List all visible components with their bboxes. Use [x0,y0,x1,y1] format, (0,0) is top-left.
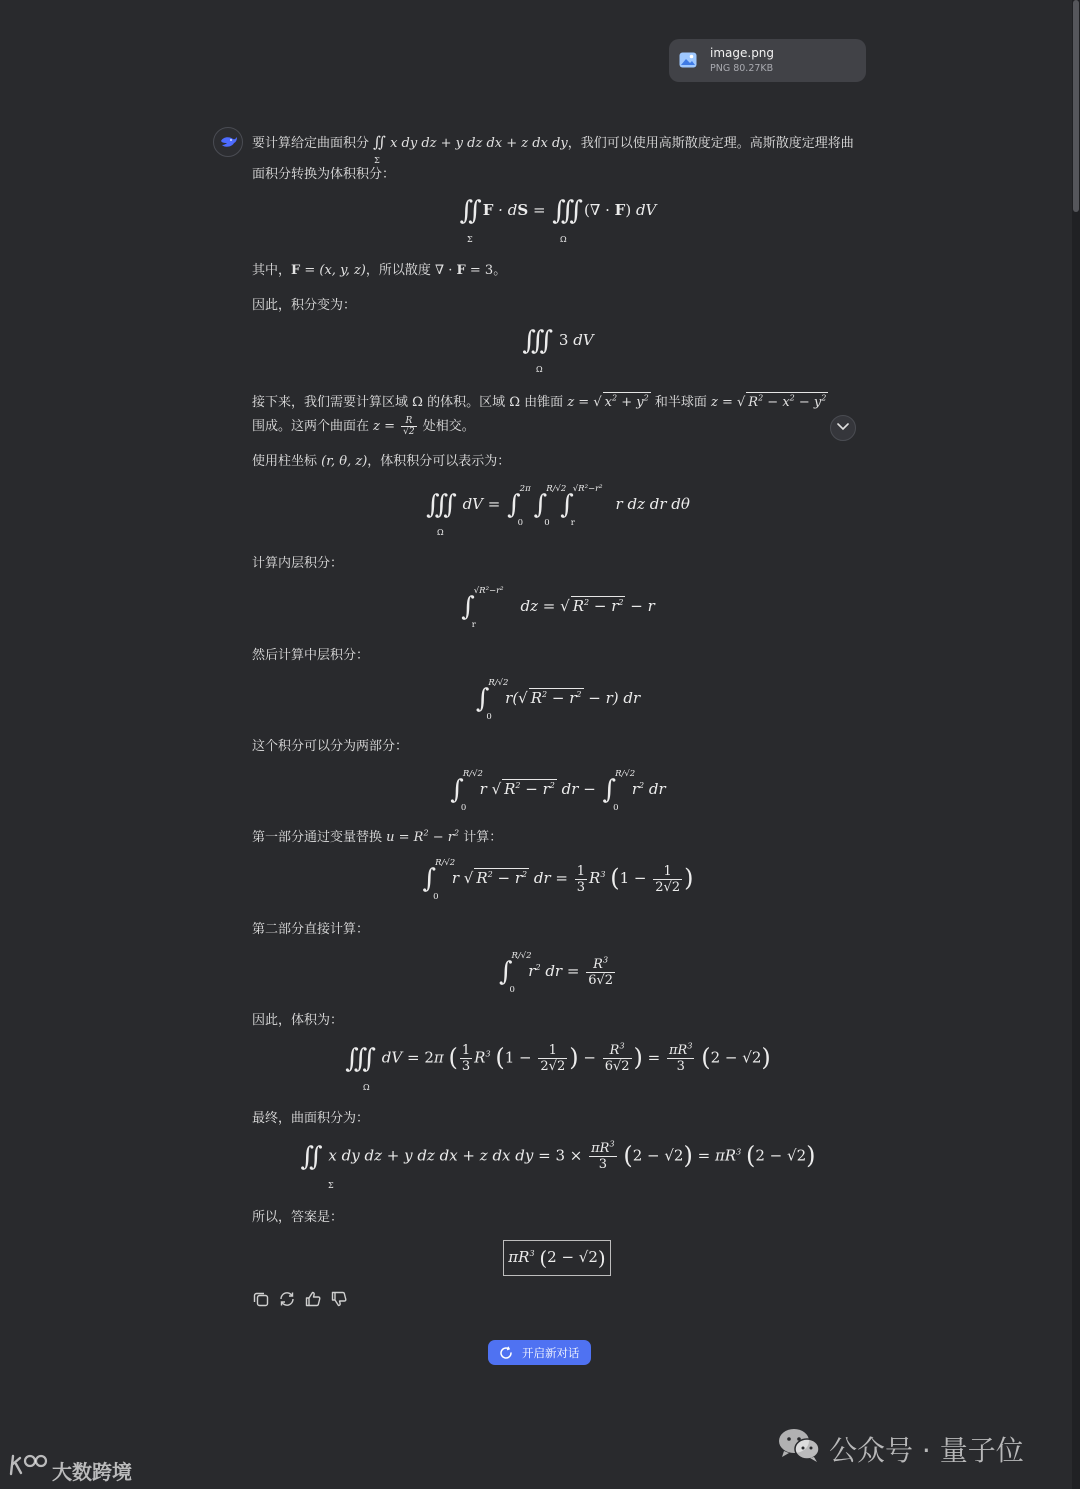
watermark-left-text: 大数跨境 [52,1460,132,1484]
answer-volume-label: 因此，体积为： [252,1013,344,1028]
thumbs-up-icon[interactable] [304,1290,322,1308]
math-display-boxed-answer: $\pi R^3$ (2 − √2) [252,1240,862,1276]
text-where-b: ，所以散度 [365,263,431,278]
answer-middle-label: 然后计算中层积分： [252,648,370,663]
answer-split-label: 这个积分可以分为两部分： [252,739,409,754]
text-where-c: 。 [493,263,507,278]
math-inline-hemisphere: z = √ $R^2 - x^2 - y^2$ [711,395,828,410]
scrollbar-thumb[interactable] [1073,0,1079,212]
math-display-triple-3dv: ∭ Ω 3 dV [522,326,594,374]
image-file-icon [679,52,697,68]
answer-region-line1 [252,392,828,413]
new-chat-button[interactable] [488,1340,591,1365]
text-part1-a: 第一部分通过变量替换 [252,830,383,845]
copy-icon[interactable] [252,1290,270,1308]
answer-where-line [252,261,506,281]
text-cyl-a: 使用柱坐标 [252,454,318,469]
math-inline-omega-2: Ω [509,395,521,410]
chevron-down-icon [837,423,849,431]
new-chat-label: 开启新对话 [522,1348,580,1360]
answer-cylindrical-line [252,452,510,472]
brand-logo-icon [8,1452,48,1478]
text-next-f: 处相交。 [422,419,475,434]
math-inline-surface-integral: ∬ Σ x dy dz + y dz dx + z dx dy [373,133,568,165]
text-next-c: 由锥面 [524,395,564,410]
answer-inner-label: 计算内层积分： [252,556,344,571]
math-inline-field-def: F = (x, y, z) [291,263,366,278]
thumbs-down-icon[interactable] [330,1290,348,1308]
scroll-to-bottom-button[interactable] [830,415,856,441]
new-chat-icon [499,1346,513,1360]
math-inline-substitution: $u = R^2 - r^2$ [386,828,460,845]
math-inline-cyl-coords: (r, θ, z) [321,454,368,469]
math-inline-omega: Ω [412,395,423,410]
answer-region-line2 [252,416,475,437]
answer-answer-label: 所以，答案是： [252,1210,344,1225]
math-display-part2: ∫ R/√2 0 $r^2$ dr = $\frac{R^3}{6√2}$ [498,951,614,995]
math-display-cylindrical-integral: ∭ Ω dV = ∫ 2π 0 ∫ R/√2 0 ∫ √R²−r² r r dz dr dθ [426,484,690,537]
text-part1-b: 计算： [463,830,503,845]
answer-part1-label [252,828,502,848]
whale-logo-icon [220,135,238,149]
watermark-right-text: 公众号 · 量子位 [829,1434,1024,1467]
math-display-volume: ∭ Ω dV = 2π ( $\frac{1}{3}$ $R^3$ (1 − $\frac{1}{2√2}$ ) − $\frac{R^3}{6√2}$ ) = $\frac{\pi R^3}{3}$ (2 − √2) [345,1041,771,1092]
math-inline-divergence: ∇ · F = 3 [435,263,494,278]
assistant-avatar [213,127,243,157]
answer-therefore-1: 因此，积分变为： [252,298,357,313]
text-next-a: 接下来，我们需要计算区域 [252,395,409,410]
math-display-part1: ∫ R/√2 0 r √ $R^2 - r^2$ dr = $\frac{1}{3}$ $R^3$ (1 − $\frac{1}{2√2}$ ) [422,858,694,902]
text-next-d: 和半球面 [654,395,707,410]
regenerate-icon[interactable] [278,1290,296,1308]
math-inline-cone: z = √ $x^2 + y^2$ [567,395,650,410]
answer-part2-label: 第二部分直接计算： [252,922,370,937]
math-display-split-integrals: ∫ R/√2 0 r √ $R^2 - r^2$ dr − ∫ R/√2 0 $r^2$ dr [450,769,666,813]
answer-final-label: 最终，曲面积分为： [252,1111,370,1126]
math-display-inner-integral: ∫ √R²−r² r dz = √ $R^2 - r^2 - r$ [461,586,655,630]
text-intro-a: 要计算给定曲面积分 [252,136,370,151]
math-display-gauss-theorem: ∬ Σ F · dS = ∭ Ω (∇ · F) dV [459,196,657,244]
wechat-logo-icon [777,1427,821,1463]
attachment-file-name: image.png [710,46,775,60]
attachment-card[interactable] [669,39,866,82]
text-next-b: 的体积。区域 [427,395,506,410]
text-next-e: 围成。这两个曲面在 [252,419,370,434]
answer-intro-line1 [252,132,854,165]
math-display-middle-integral: ∫ R/√2 0 r(√ $R^2 - r^2 - r$) dr [475,678,641,722]
math-display-final: ∬ Σ x dy dz + y dz dx + z dx dy = 3 × $\frac{\pi R^3}{3}$ $(2 - √2) = \pi R^3$ (2 − √2) [300,1139,816,1190]
text-intro-b: ，我们可以使用高斯散度定理。高斯散度定理将曲 [567,136,854,151]
scrollbar[interactable] [1072,0,1080,1489]
text-where-a: 其中， [252,263,292,278]
math-inline-intersection: z = $\frac{R}{√2}$ [373,416,415,437]
text-cyl-b: ，体积积分可以表示为： [367,454,511,469]
answer-intro-line2: 面积分转换为体积积分： [252,167,396,182]
attachment-file-meta: PNG 80.27KB [710,63,774,74]
